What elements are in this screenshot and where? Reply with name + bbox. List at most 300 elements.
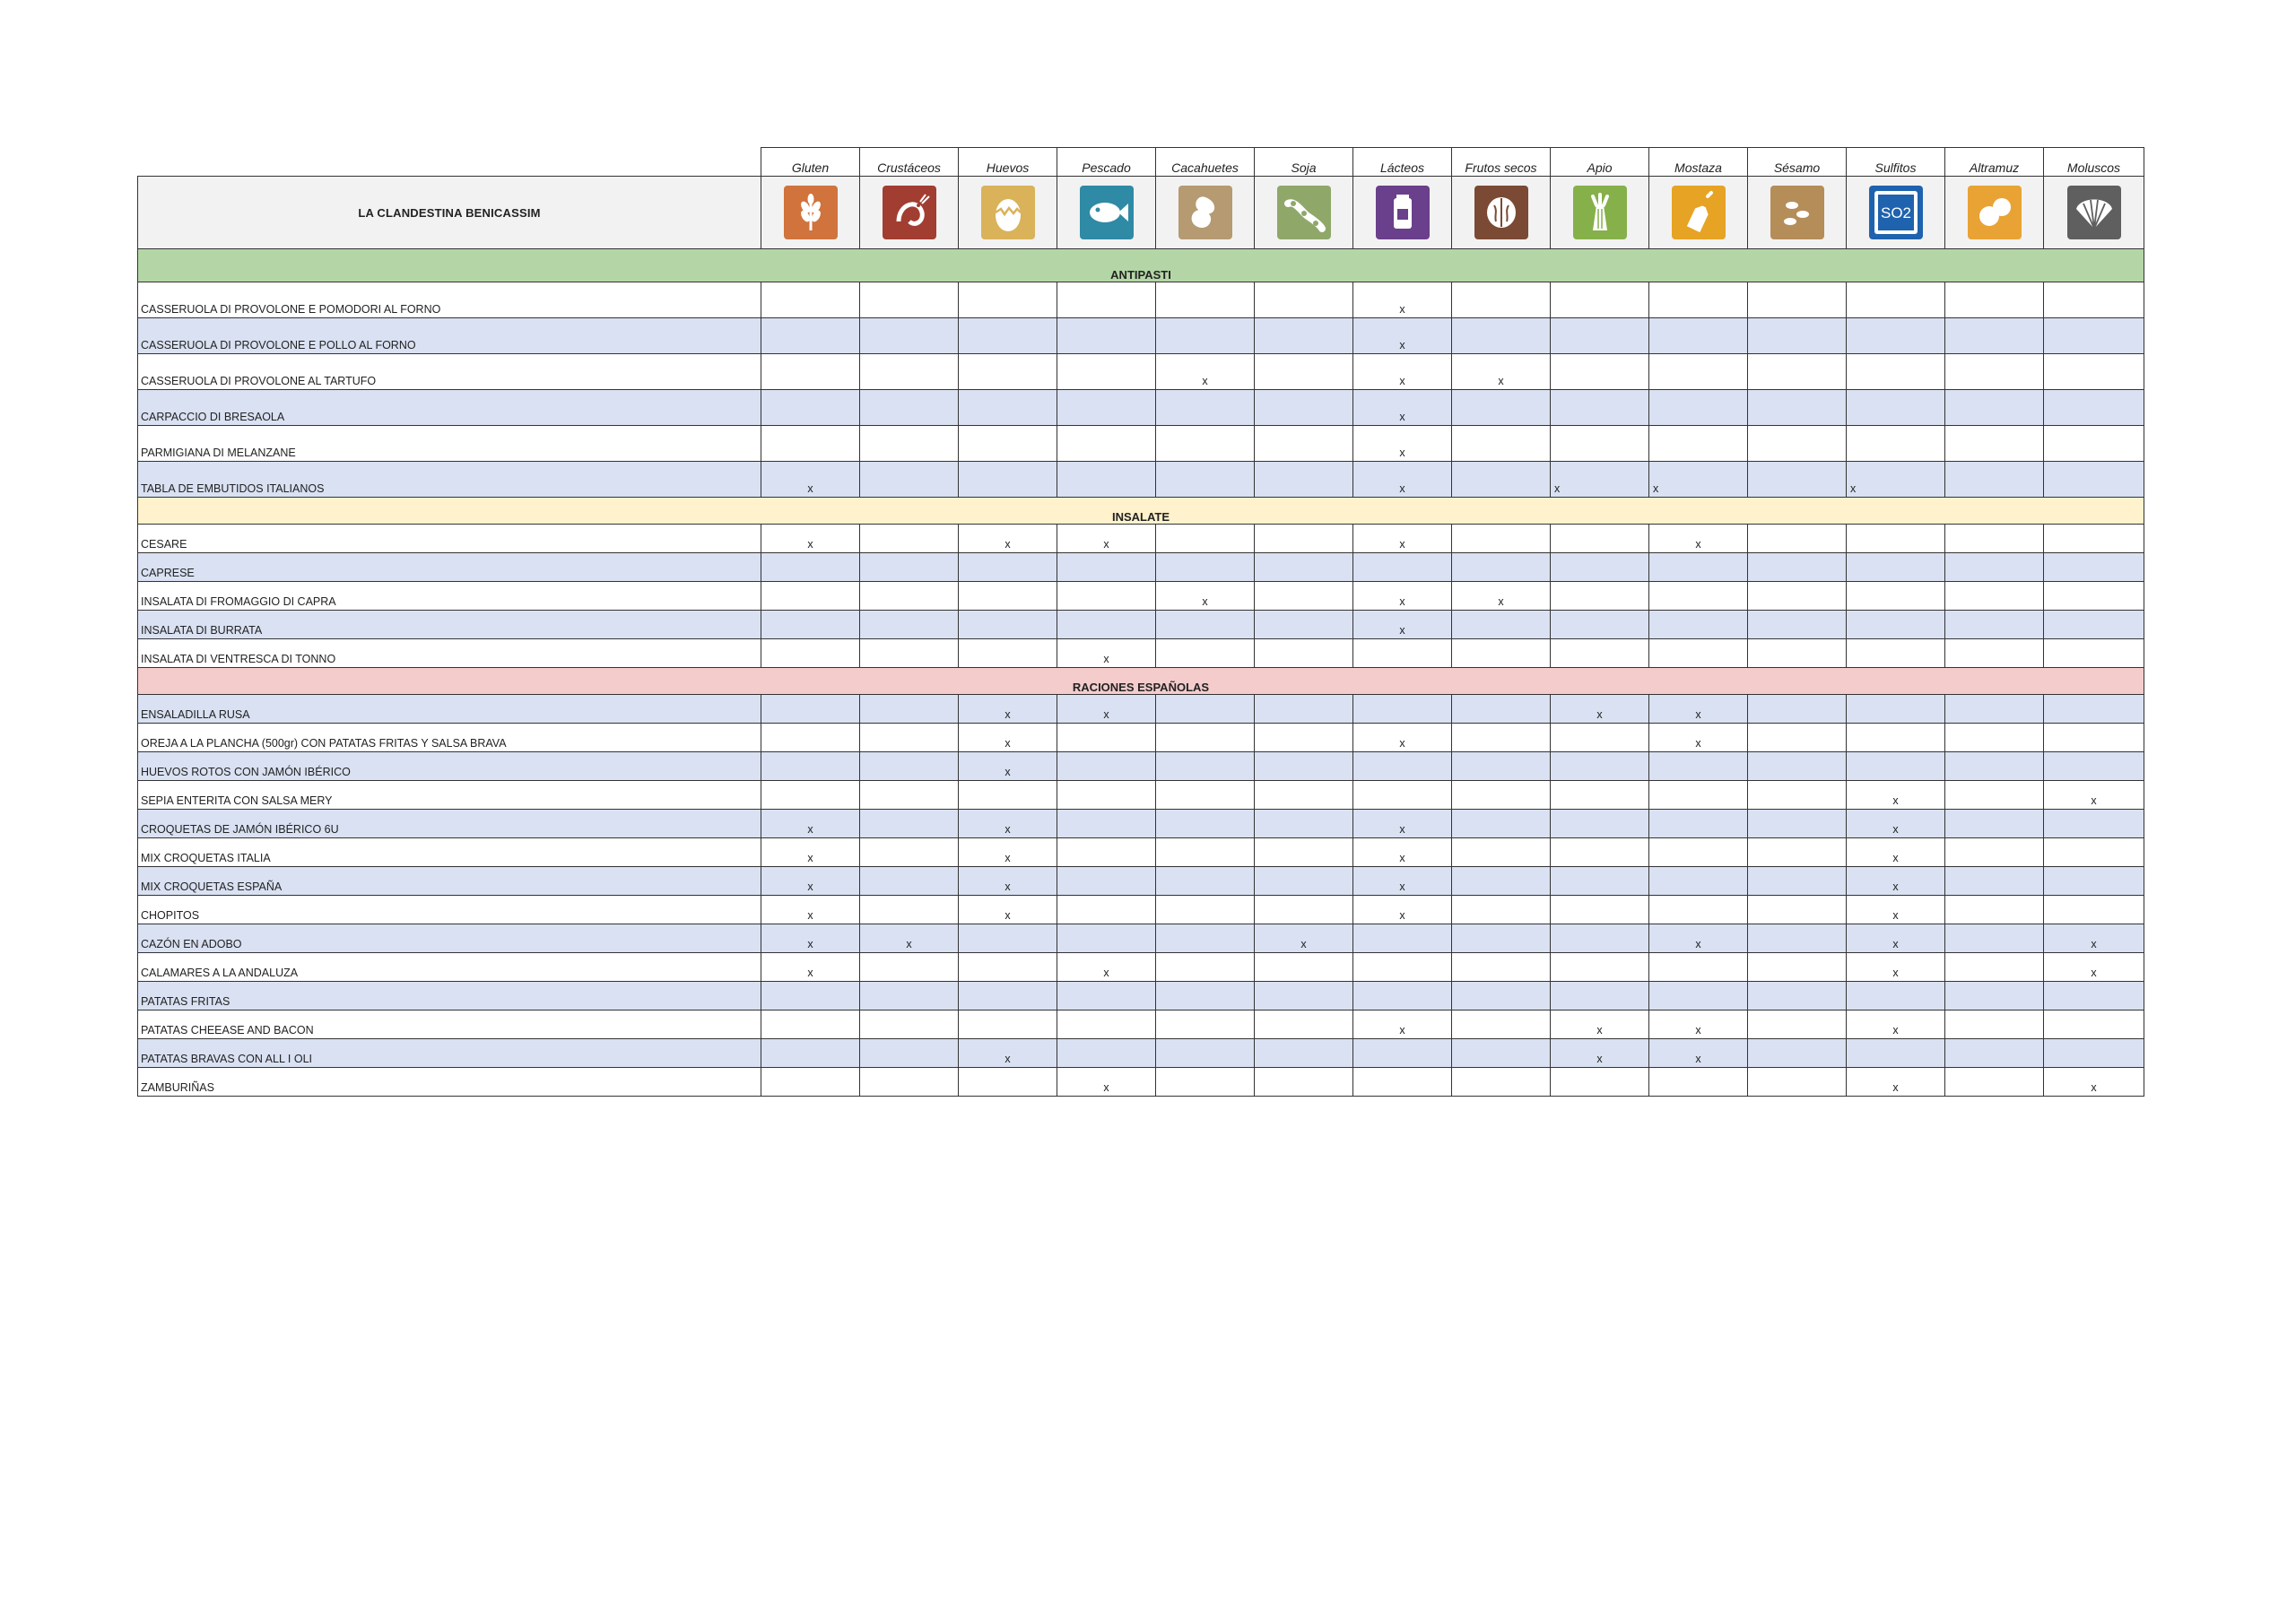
allergen-mark: [1353, 553, 1452, 582]
allergen-mark: [1255, 354, 1353, 390]
allergen-mark: [959, 318, 1057, 354]
allergen-mark: [761, 390, 860, 426]
allergen-mark: [1551, 982, 1649, 1010]
allergen-mark: [860, 462, 959, 498]
allergen-mark: [1551, 553, 1649, 582]
allergen-mark: [1748, 639, 1847, 668]
allergen-mark: [1353, 924, 1452, 953]
allergen-mark: x: [2044, 781, 2144, 810]
allergen-mark: [1156, 982, 1255, 1010]
allergen-mark: x: [959, 810, 1057, 838]
allergen-mark: [1551, 390, 1649, 426]
allergen-mark: [860, 1068, 959, 1097]
allergen-mark: [1156, 426, 1255, 462]
allergen-mark: x: [761, 896, 860, 924]
allergen-mark: [761, 752, 860, 781]
allergen-mark: [1945, 611, 2044, 639]
allergen-mark: [1551, 896, 1649, 924]
allergen-mark: [1649, 426, 1748, 462]
allergen-mark: [1057, 752, 1156, 781]
allergen-mark: [1255, 390, 1353, 426]
allergen-mark: [1452, 282, 1551, 318]
allergen-mark: [860, 695, 959, 724]
allergen-mark: [1847, 282, 1945, 318]
table-row: [138, 426, 2144, 462]
dish-name: CALAMARES A LA ANDALUZA: [138, 953, 761, 982]
allergen-mark: [2044, 896, 2144, 924]
allergen-mark: [1945, 639, 2044, 668]
allergen-icon-cell: [1748, 177, 1847, 249]
sulphites-icon: [1869, 186, 1923, 239]
allergen-mark: [860, 838, 959, 867]
allergen-mark: [959, 462, 1057, 498]
allergen-mark: [1156, 611, 1255, 639]
allergen-mark: [1945, 1010, 2044, 1039]
section-header: [138, 249, 2144, 282]
allergen-mark: [1255, 1068, 1353, 1097]
allergen-name-mostaza: Mostaza: [1649, 148, 1748, 177]
allergen-mark: x: [1649, 724, 1748, 752]
allergen-mark: [1551, 582, 1649, 611]
allergen-mark: [2044, 810, 2144, 838]
allergen-mark: [1255, 639, 1353, 668]
allergen-mark: [1551, 639, 1649, 668]
allergen-mark: x: [959, 724, 1057, 752]
allergen-mark: [761, 1068, 860, 1097]
allergen-mark: [1945, 462, 2044, 498]
allergen-name-frutos-secos: Frutos secos: [1452, 148, 1551, 177]
header-corner: [138, 148, 761, 177]
allergen-mark: [761, 426, 860, 462]
egg-icon: [981, 186, 1035, 239]
allergen-mark: x: [1847, 838, 1945, 867]
allergen-mark: [2044, 1010, 2144, 1039]
allergen-mark: [860, 553, 959, 582]
allergen-mark: [1452, 924, 1551, 953]
allergen-mark: [959, 582, 1057, 611]
table-row: [138, 724, 2144, 752]
dish-name: HUEVOS ROTOS CON JAMÓN IBÉRICO: [138, 752, 761, 781]
allergen-mark: [1156, 724, 1255, 752]
allergen-mark: x: [1353, 611, 1452, 639]
allergen-mark: x: [959, 752, 1057, 781]
allergen-mark: [1649, 1068, 1748, 1097]
allergen-mark: [1452, 390, 1551, 426]
allergen-mark: x: [1353, 896, 1452, 924]
allergen-mark: [860, 810, 959, 838]
allergen-mark: [1551, 953, 1649, 982]
allergen-mark: [1057, 724, 1156, 752]
allergen-mark: [761, 982, 860, 1010]
allergen-mark: [1551, 724, 1649, 752]
allergen-mark: x: [1649, 695, 1748, 724]
allergen-mark: [1255, 611, 1353, 639]
allergen-mark: [1551, 354, 1649, 390]
allergen-mark: x: [761, 462, 860, 498]
allergen-mark: [860, 752, 959, 781]
allergen-mark: x: [959, 695, 1057, 724]
shrimp-icon: [883, 186, 936, 239]
allergen-mark: [1945, 724, 2044, 752]
allergen-mark: x: [1649, 525, 1748, 553]
allergen-mark: [1156, 525, 1255, 553]
allergen-mark: [1353, 1039, 1452, 1068]
allergen-mark: [959, 390, 1057, 426]
allergen-mark: [2044, 553, 2144, 582]
allergen-mark: [1353, 639, 1452, 668]
allergen-name-pescado: Pescado: [1057, 148, 1156, 177]
allergen-mark: [2044, 525, 2144, 553]
allergen-mark: [1353, 695, 1452, 724]
allergen-mark: [1353, 781, 1452, 810]
allergen-mark: [1452, 525, 1551, 553]
allergen-mark: [761, 781, 860, 810]
allergen-mark: [1945, 318, 2044, 354]
allergen-mark: [1156, 810, 1255, 838]
allergen-mark: x: [860, 924, 959, 953]
allergen-name-lácteos: Lácteos: [1353, 148, 1452, 177]
allergen-mark: [1452, 462, 1551, 498]
allergen-mark: [1057, 582, 1156, 611]
allergen-mark: x: [1353, 582, 1452, 611]
allergen-mark: [1551, 781, 1649, 810]
allergen-mark: [1452, 896, 1551, 924]
allergen-mark: [1847, 553, 1945, 582]
allergen-mark: [1847, 982, 1945, 1010]
allergen-mark: [1057, 426, 1156, 462]
allergen-mark: [1255, 982, 1353, 1010]
allergen-mark: [761, 318, 860, 354]
allergen-mark: [761, 639, 860, 668]
allergen-mark: [1255, 1010, 1353, 1039]
allergen-mark: [1649, 982, 1748, 1010]
allergen-mark: [1255, 838, 1353, 867]
allergen-icon-cell: [1452, 177, 1551, 249]
allergen-mark: [1945, 867, 2044, 896]
allergen-mark: [1156, 1068, 1255, 1097]
allergen-mark: [860, 953, 959, 982]
allergen-mark: [1452, 867, 1551, 896]
allergen-mark: [1649, 553, 1748, 582]
allergen-icon-cell: [959, 177, 1057, 249]
allergen-mark: x: [1156, 354, 1255, 390]
table-row: [138, 525, 2144, 553]
allergen-mark: [1452, 553, 1551, 582]
allergen-mark: [1748, 426, 1847, 462]
allergen-mark: [1748, 1039, 1847, 1068]
allergen-mark: [1945, 354, 2044, 390]
allergen-mark: [1452, 639, 1551, 668]
dish-name: ENSALADILLA RUSA: [138, 695, 761, 724]
allergen-mark: [959, 781, 1057, 810]
allergen-mark: x: [1847, 953, 1945, 982]
allergen-mark: [860, 867, 959, 896]
allergen-mark: [1255, 867, 1353, 896]
allergen-mark: [1748, 924, 1847, 953]
allergen-mark: [1255, 553, 1353, 582]
allergen-mark: [1057, 1039, 1156, 1068]
allergen-mark: [2044, 390, 2144, 426]
allergen-mark: [1748, 354, 1847, 390]
allergen-mark: [860, 611, 959, 639]
allergen-mark: [1551, 426, 1649, 462]
allergen-mark: x: [1452, 354, 1551, 390]
allergen-mark: [1551, 282, 1649, 318]
allergen-mark: x: [959, 1039, 1057, 1068]
allergen-mark: [1255, 724, 1353, 752]
allergen-mark: [2044, 318, 2144, 354]
allergen-mark: x: [1057, 639, 1156, 668]
allergen-mark: [1255, 426, 1353, 462]
allergen-mark: [1156, 781, 1255, 810]
allergen-mark: [1649, 354, 1748, 390]
allergen-mark: [1551, 752, 1649, 781]
allergen-mark: x: [761, 953, 860, 982]
allergen-mark: [2044, 426, 2144, 462]
table-row: [138, 553, 2144, 582]
allergen-mark: [1156, 953, 1255, 982]
allergen-mark: [860, 639, 959, 668]
allergen-mark: [1353, 953, 1452, 982]
allergen-mark: x: [1353, 838, 1452, 867]
allergen-mark: x: [1353, 462, 1452, 498]
allergen-mark: [860, 390, 959, 426]
allergen-mark: [1945, 390, 2044, 426]
allergen-mark: [1649, 390, 1748, 426]
allergen-table: [137, 147, 2144, 1097]
allergen-mark: [2044, 611, 2144, 639]
allergen-mark: [1452, 1039, 1551, 1068]
allergen-mark: [860, 781, 959, 810]
allergen-mark: [959, 611, 1057, 639]
dish-name: MIX CROQUETAS ITALIA: [138, 838, 761, 867]
allergen-mark: [1353, 982, 1452, 1010]
allergen-mark: [959, 282, 1057, 318]
allergen-mark: [1057, 354, 1156, 390]
allergen-mark: [2044, 582, 2144, 611]
allergen-mark: [1748, 582, 1847, 611]
allergen-mark: [1452, 318, 1551, 354]
table-row: [138, 867, 2144, 896]
table-row: [138, 611, 2144, 639]
allergen-mark: [1649, 953, 1748, 982]
allergen-mark: [1452, 724, 1551, 752]
allergen-mark: [1945, 695, 2044, 724]
allergen-mark: x: [1452, 582, 1551, 611]
allergen-mark: [1847, 354, 1945, 390]
allergen-mark: [860, 982, 959, 1010]
allergen-mark: [1748, 695, 1847, 724]
allergen-mark: x: [1353, 724, 1452, 752]
allergen-mark: [2044, 867, 2144, 896]
allergen-mark: [1847, 525, 1945, 553]
allergen-mark: [1649, 810, 1748, 838]
allergen-mark: [1057, 810, 1156, 838]
allergen-mark: [959, 1010, 1057, 1039]
allergen-mark: [1156, 924, 1255, 953]
allergen-name-soja: Soja: [1255, 148, 1353, 177]
allergen-mark: [1057, 318, 1156, 354]
section-header: [138, 668, 2144, 695]
allergen-mark: [860, 354, 959, 390]
allergen-mark: x: [1353, 354, 1452, 390]
table-row: [138, 354, 2144, 390]
allergen-mark: [2044, 752, 2144, 781]
allergen-icon-cell: [761, 177, 860, 249]
allergen-mark: [1452, 426, 1551, 462]
dish-name: CHOPITOS: [138, 896, 761, 924]
allergen-mark: x: [1847, 867, 1945, 896]
allergen-mark: [1649, 867, 1748, 896]
allergen-mark: [1748, 1068, 1847, 1097]
allergen-mark: [1057, 282, 1156, 318]
allergen-mark: [1057, 1010, 1156, 1039]
allergen-mark: [761, 611, 860, 639]
allergen-mark: [761, 1039, 860, 1068]
allergen-mark: [1649, 318, 1748, 354]
allergen-mark: [1847, 390, 1945, 426]
allergen-mark: x: [1551, 1010, 1649, 1039]
dish-name: PATATAS CHEEASE AND BACON: [138, 1010, 761, 1039]
allergen-mark: [2044, 695, 2144, 724]
allergen-mark: [1156, 695, 1255, 724]
allergen-mark: [1156, 1010, 1255, 1039]
allergen-mark: [1649, 896, 1748, 924]
allergen-icon-cell: [1847, 177, 1945, 249]
section-title: ANTIPASTI: [138, 249, 2144, 282]
allergen-name-moluscos: Moluscos: [2044, 148, 2144, 177]
dish-name: CESARE: [138, 525, 761, 553]
allergen-mark: [1748, 462, 1847, 498]
allergen-mark: [1156, 553, 1255, 582]
allergen-mark: [1057, 838, 1156, 867]
dish-name: INSALATA DI VENTRESCA DI TONNO: [138, 639, 761, 668]
allergen-mark: [761, 582, 860, 611]
allergen-mark: [1945, 426, 2044, 462]
allergen-mark: x: [1353, 282, 1452, 318]
allergen-mark: x: [1551, 695, 1649, 724]
allergen-mark: [1057, 462, 1156, 498]
allergen-mark: [761, 1010, 860, 1039]
allergen-mark: [1847, 695, 1945, 724]
allergen-mark: [1057, 896, 1156, 924]
allergen-mark: [1057, 781, 1156, 810]
allergen-mark: [1452, 1010, 1551, 1039]
dish-name: CASSERUOLA DI PROVOLONE AL TARTUFO: [138, 354, 761, 390]
milk-icon: [1376, 186, 1430, 239]
celery-icon: [1573, 186, 1627, 239]
allergen-mark: x: [1057, 953, 1156, 982]
dish-name: INSALATA DI BURRATA: [138, 611, 761, 639]
allergen-mark: [1847, 582, 1945, 611]
allergen-mark: x: [761, 525, 860, 553]
allergen-mark: [1156, 752, 1255, 781]
table-row: [138, 582, 2144, 611]
soy-icon: [1277, 186, 1331, 239]
allergen-mark: x: [1353, 810, 1452, 838]
svg-text:SO2: SO2: [1880, 204, 1911, 221]
allergen-icon-cell: [2044, 177, 2144, 249]
section-title: INSALATE: [138, 498, 2144, 525]
allergen-mark: [1353, 1068, 1452, 1097]
allergen-mark: x: [1847, 924, 1945, 953]
allergen-mark: x: [1649, 462, 1748, 498]
allergen-mark: x: [1353, 525, 1452, 553]
allergen-mark: [1945, 838, 2044, 867]
allergen-mark: x: [1353, 318, 1452, 354]
allergen-mark: [1255, 695, 1353, 724]
allergen-mark: x: [959, 838, 1057, 867]
dish-name: PARMIGIANA DI MELANZANE: [138, 426, 761, 462]
table-row: [138, 896, 2144, 924]
allergen-mark: [1255, 582, 1353, 611]
allergen-name-cacahuetes: Cacahuetes: [1156, 148, 1255, 177]
allergen-mark: x: [761, 810, 860, 838]
allergen-mark: [1452, 695, 1551, 724]
allergen-mark: x: [1551, 462, 1649, 498]
allergen-mark: [1057, 611, 1156, 639]
allergen-mark: [1255, 462, 1353, 498]
allergen-name-apio: Apio: [1551, 148, 1649, 177]
allergen-mark: x: [2044, 1068, 2144, 1097]
allergen-mark: [1649, 611, 1748, 639]
allergen-mark: [860, 896, 959, 924]
allergen-mark: [2044, 639, 2144, 668]
allergen-mark: [1748, 752, 1847, 781]
allergen-mark: [959, 553, 1057, 582]
allergen-mark: [1945, 752, 2044, 781]
allergen-mark: x: [1353, 1010, 1452, 1039]
allergen-mark: [1748, 390, 1847, 426]
allergen-mark: [1945, 896, 2044, 924]
allergen-mark: x: [761, 867, 860, 896]
mollusc-icon: [2067, 186, 2121, 239]
restaurant-name: LA CLANDESTINA BENICASSIM: [138, 177, 761, 249]
allergen-mark: [959, 982, 1057, 1010]
dish-name: OREJA A LA PLANCHA (500gr) CON PATATAS FRITAS Y SALSA BRAVA: [138, 724, 761, 752]
allergen-mark: [761, 695, 860, 724]
allergen-mark: [1748, 1010, 1847, 1039]
allergen-mark: [1452, 1068, 1551, 1097]
allergen-mark: [1847, 724, 1945, 752]
walnut-icon: [1474, 186, 1528, 239]
allergen-icon-cell: [1945, 177, 2044, 249]
allergen-mark: x: [1156, 582, 1255, 611]
allergen-icon-cell: [1057, 177, 1156, 249]
allergen-mark: [1748, 982, 1847, 1010]
dish-name: CROQUETAS DE JAMÓN IBÉRICO 6U: [138, 810, 761, 838]
allergen-mark: [1551, 525, 1649, 553]
lupin-icon: [1968, 186, 2022, 239]
allergen-mark: [1945, 582, 2044, 611]
table-row: [138, 318, 2144, 354]
allergen-mark: x: [1551, 1039, 1649, 1068]
allergen-mark: [1452, 953, 1551, 982]
allergen-mark: [1156, 390, 1255, 426]
allergen-mark: [2044, 1039, 2144, 1068]
allergen-name-gluten: Gluten: [761, 148, 860, 177]
allergen-mark: x: [959, 896, 1057, 924]
allergen-mark: [860, 282, 959, 318]
allergen-mark: [959, 924, 1057, 953]
allergen-mark: [1748, 867, 1847, 896]
dish-name: CASSERUOLA DI PROVOLONE E POMODORI AL FORNO: [138, 282, 761, 318]
allergen-mark: [860, 582, 959, 611]
allergen-mark: [1551, 1068, 1649, 1097]
allergen-header-row: [138, 148, 2144, 177]
allergen-icon-cell: [860, 177, 959, 249]
allergen-mark: [1452, 781, 1551, 810]
